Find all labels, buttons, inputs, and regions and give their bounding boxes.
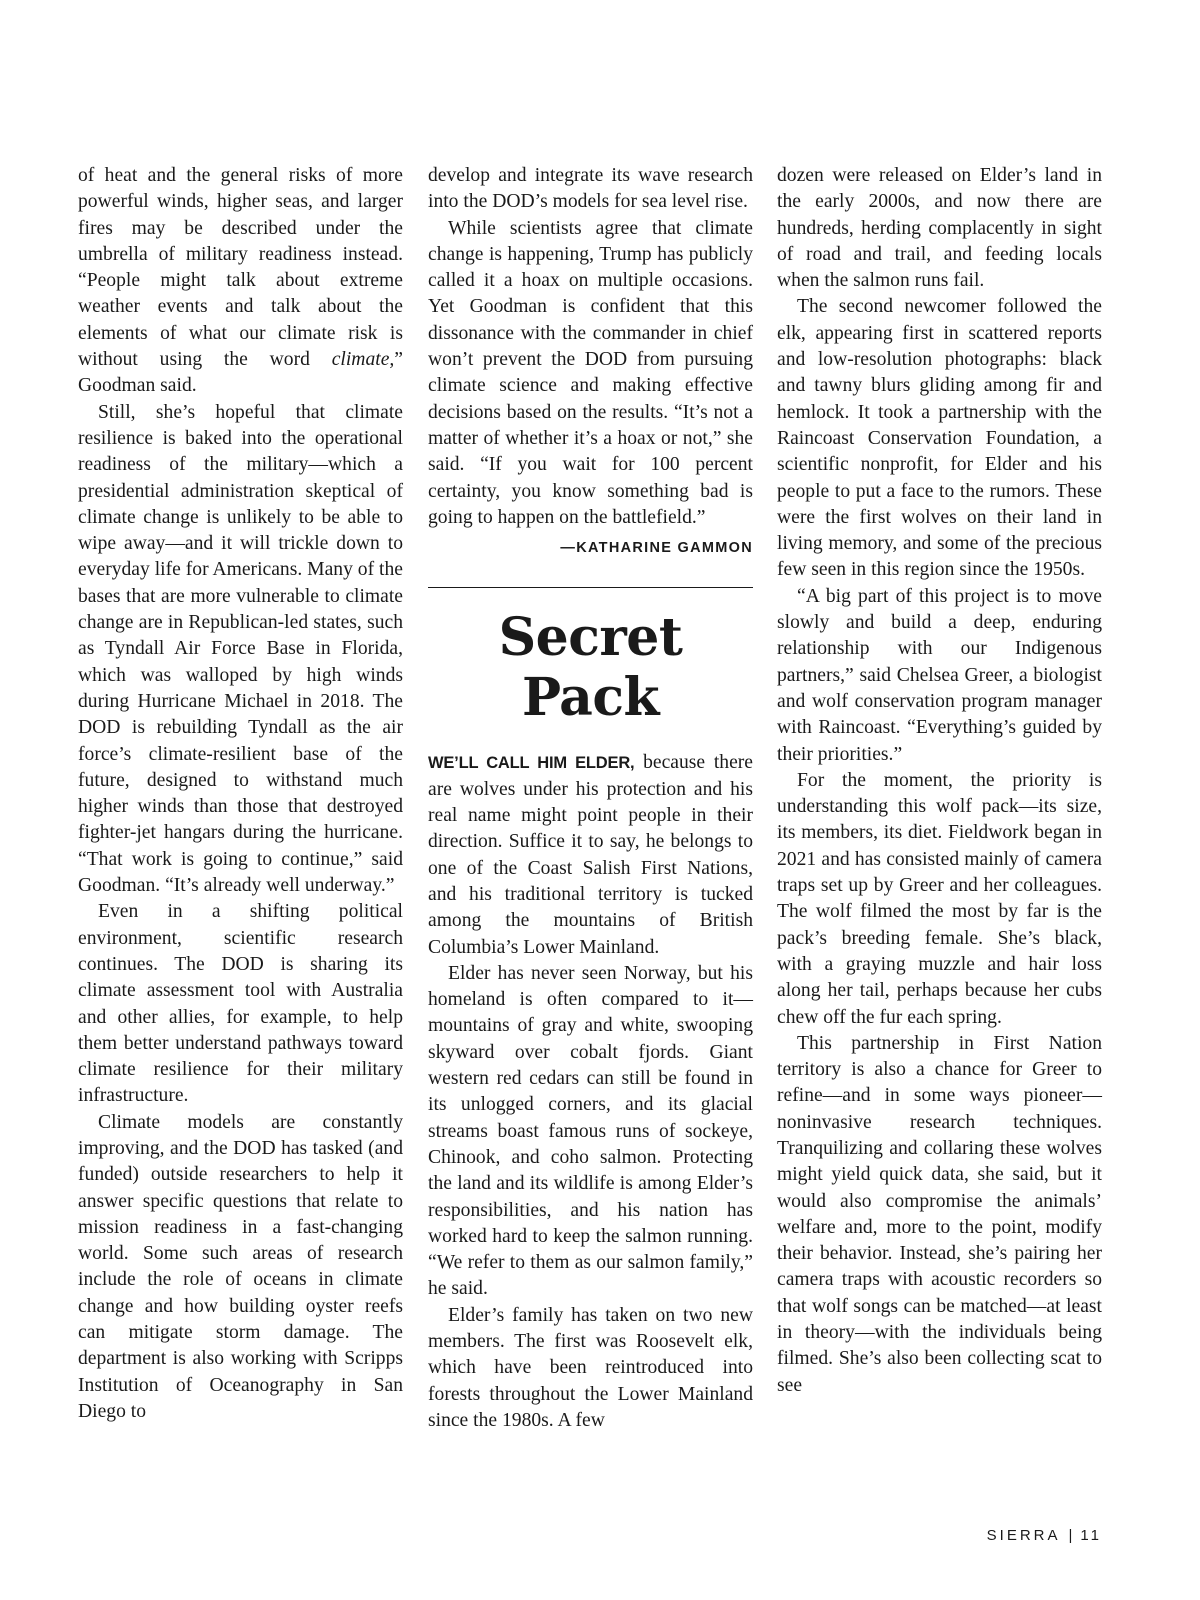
paragraph-text: ” Goodman said.: [78, 349, 403, 397]
author-byline: —KATHARINE GAMMON: [560, 540, 753, 557]
lead-in-text: WE’LL CALL HIM ELDER,: [428, 754, 635, 773]
article-column-2: [428, 163, 753, 1434]
paragraph: develop and integrate its wave research into the DOD’s models for sea level rise.: [428, 165, 753, 213]
paragraph: Still, she’s hopeful that climate resilience is baked into the operational readiness of the military—which a presidential administration skeptical of climate change is unlikely to be able to wipe away—and it will trickle down to everyday life for Americans. Many of the bases that are more vulnerable to climate change are in Republican-led states, such as Tyndall Air Force Base in Florida, which was walloped by high winds during Hurricane Michael in 2018. The DOD is rebuilding Tyndall as the air force’s climate-resilient base of the future, designed to withstand much higher winds than those that destroyed fighter-jet hangars during the hurricane. “That work is going to continue,” said Goodman. “It’s already well underway.”: [78, 401, 403, 897]
footer-separator: |: [1068, 1527, 1073, 1544]
page-footer: [987, 1527, 1102, 1544]
paragraph: Elder’s family has taken on two new members. The first was Roosevelt elk, which have been reintroduced into forests throughout the Lower Mainland since the 1980s. A few: [428, 1304, 753, 1431]
paragraph: Elder has never seen Norway, but his homeland is often compared to it—mountains of gray and white, swooping skyward over cobalt fjords. Giant western red cedars can still be found in its unlogged corners, and its glacial streams boast famous runs of sockeye, Chinook, and coho salmon. Protecting the land and its wildlife is among Elder’s responsibilities, and his nation has worked hard to keep the salmon running. “We refer to them as our salmon family,” he said.: [428, 962, 753, 1300]
paragraph: [428, 750, 753, 960]
paragraph: For the moment, the priority is understanding this wolf pack—its size, its members, its diet. Fieldwork began in 2021 and has consisted mainly of camera traps set up by Greer and her colleagues. The wolf filmed the most by far is the pack’s breeding female. She’s black, with a graying muzzle and hair loss along her tail, perhaps because her cubs chew off the fur each spring.: [777, 769, 1102, 1028]
section-divider: [428, 587, 753, 588]
paragraph-text: because there are wolves under his protection and his real name might point people in their direction. Suffice it to say, he belongs to one of the Coast Salish First Nations, and his traditional territory is tucked among the mountains of British Columbia’s Lower Mainland.: [428, 752, 753, 958]
page-number: 11: [1080, 1527, 1102, 1544]
article-column-3: [777, 163, 1102, 1399]
paragraph: While scientists agree that climate change is happening, Trump has publicly called it a hoax on multiple occasions. Yet Goodman is confident that this dissonance with the commander in chief won’t prevent the DOD from pursuing climate science and making effective decisions based on the results. “It’s not a matter of whether it’s a hoax or not,” she said. “If you wait for 100 percent certainty, you know something bad is going to happen on the battlefield.”: [428, 217, 753, 528]
paragraph: Climate models are constantly improving, and the DOD has tasked (and funded) outside researchers to help it answer specific questions that relate to mission readiness in a fast-changing world. Some such areas of research include the role of oceans in climate change and how building oyster reefs can mitigate storm damage. The department is also working with Scripps Institution of Oceanography in San Diego to: [78, 1111, 403, 1422]
paragraph: [78, 163, 403, 400]
emphasis-text: climate,: [331, 349, 395, 371]
paragraph: Even in a shifting political environment, scientific research continues. The DOD is sharing its climate assessment tool with Australia and other allies, for example, to help them better understand pathways toward climate resilience for their military infrastructure.: [78, 901, 403, 1107]
paragraph: The second newcomer followed the elk, appearing first in scattered reports and low-resolution photographs: black and tawny blurs gliding among fir and hemlock. It took a partnership with the Raincoast Conservation Foundation, a scientific nonprofit, for Elder and his people to put a face to the rumors. These were the first wolves on their land in living memory, and some of the precious few seen in this region since the 1950s.: [777, 296, 1102, 581]
article-column-1: [78, 163, 403, 1425]
section-title: Secret Pack: [498, 607, 683, 729]
paragraph: “A big part of this project is to move slowly and build a deep, enduring relationship with our Indigenous partners,” said Chelsea Greer, a biologist and wolf conservation program manager with Raincoast. “Everything’s guided by their priorities.”: [777, 585, 1102, 765]
paragraph: This partnership in First Nation territory is also a chance for Greer to refine—and in some ways pioneer—noninvasive research techniques. Tranquilizing and collaring these wolves might yield quick data, she said, but it would also compromise the animals’ welfare and, more to the point, modify their behavior. Instead, she’s pairing her camera traps with acoustic recorders so that wolf songs can be matched—at least in theory—with the individuals being filmed. She’s also been collecting scat to see: [777, 1032, 1102, 1396]
magazine-name: SIERRA: [986, 1527, 1061, 1544]
paragraph-text: of heat and the general risks of more powerful winds, higher seas, and larger fires may be described under the umbrella of military readiness instead. “People might talk about extreme weather events and talk about the elements of what our climate risk is without using the word: [78, 165, 403, 371]
paragraph: dozen were released on Elder’s land in the early 2000s, and now there are hundreds, herding complacently in sight of road and trail, and feeding locals when the salmon runs fail.: [777, 165, 1102, 292]
